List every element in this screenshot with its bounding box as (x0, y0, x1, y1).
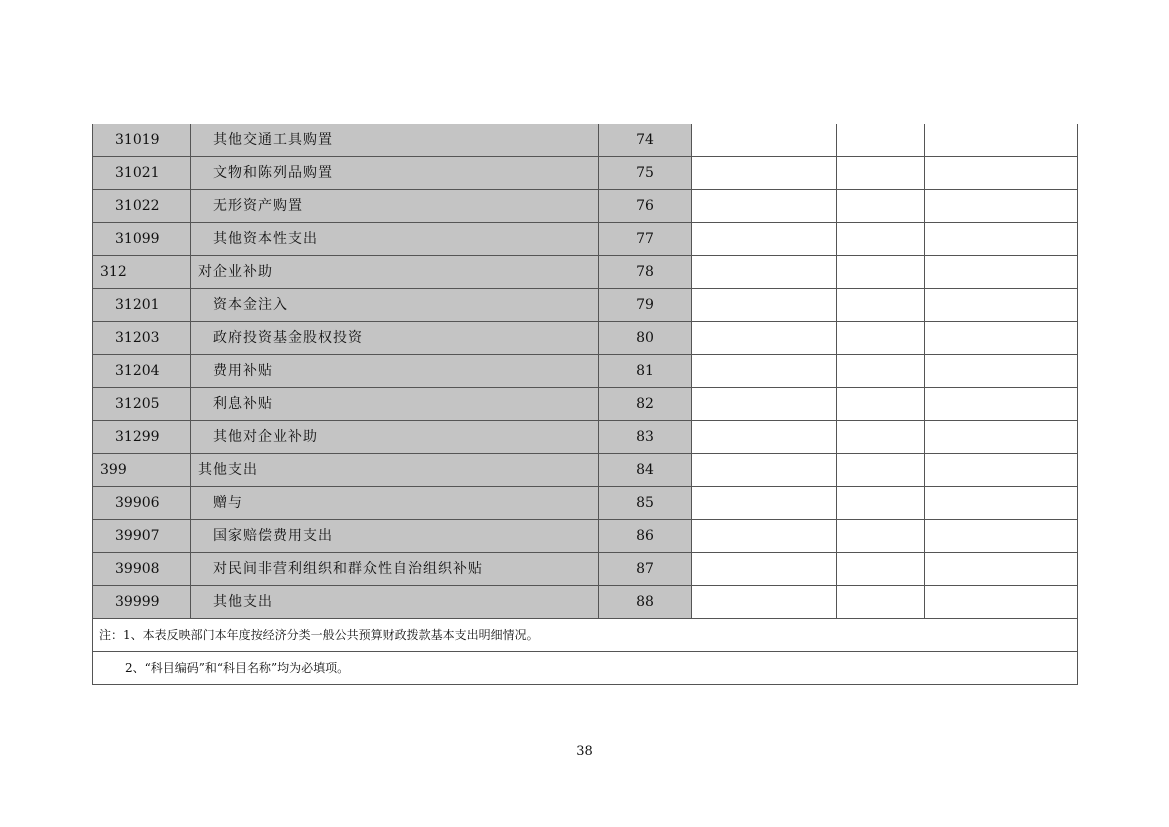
line-number-cell: 86 (599, 520, 692, 553)
amount-cell-personnel (837, 190, 925, 223)
table-row (93, 388, 1078, 421)
amount-cell-total (692, 289, 837, 322)
account-code-cell: 31201 (93, 289, 191, 322)
amount-cell-public (925, 454, 1078, 487)
amount-cell-total (692, 388, 837, 421)
table-body (93, 124, 1078, 685)
amount-cell-total (692, 157, 837, 190)
note-row-2 (93, 652, 1078, 685)
amount-cell-public (925, 520, 1078, 553)
table-row (93, 322, 1078, 355)
account-name-cell: 政府投资基金股权投资 (191, 322, 599, 355)
amount-cell-total (692, 421, 837, 454)
expenditure-detail-table (92, 124, 1078, 685)
table-row (93, 553, 1078, 586)
amount-cell-personnel (837, 520, 925, 553)
account-name-cell: 利息补贴 (191, 388, 599, 421)
page-number: 38 (576, 744, 593, 759)
line-number-cell: 80 (599, 322, 692, 355)
note-text-2: 2、“科目编码”和“科目名称”均为必填项。 (93, 652, 1078, 685)
line-number-cell: 79 (599, 289, 692, 322)
amount-cell-public (925, 355, 1078, 388)
amount-cell-personnel (837, 223, 925, 256)
line-number-cell: 84 (599, 454, 692, 487)
account-code-cell: 39908 (93, 553, 191, 586)
amount-cell-personnel (837, 256, 925, 289)
amount-cell-total (692, 124, 837, 157)
note-row-1 (93, 619, 1078, 652)
amount-cell-total (692, 322, 837, 355)
table-row (93, 124, 1078, 157)
amount-cell-public (925, 256, 1078, 289)
account-code-cell: 31099 (93, 223, 191, 256)
line-number-cell: 78 (599, 256, 692, 289)
amount-cell-personnel (837, 421, 925, 454)
amount-cell-total (692, 553, 837, 586)
table-row (93, 421, 1078, 454)
account-code-cell: 31204 (93, 355, 191, 388)
line-number-cell: 81 (599, 355, 692, 388)
account-code-cell: 31022 (93, 190, 191, 223)
account-code-cell: 31299 (93, 421, 191, 454)
account-name-cell: 费用补贴 (191, 355, 599, 388)
account-code-cell: 39906 (93, 487, 191, 520)
amount-cell-public (925, 124, 1078, 157)
amount-cell-personnel (837, 553, 925, 586)
account-name-cell: 其他交通工具购置 (191, 124, 599, 157)
amount-cell-public (925, 388, 1078, 421)
amount-cell-total (692, 487, 837, 520)
amount-cell-public (925, 421, 1078, 454)
amount-cell-personnel (837, 388, 925, 421)
amount-cell-total (692, 223, 837, 256)
account-name-cell: 对民间非营利组织和群众性自治组织补贴 (191, 553, 599, 586)
account-name-cell: 文物和陈列品购置 (191, 157, 599, 190)
account-code-cell: 399 (93, 454, 191, 487)
table-row (93, 190, 1078, 223)
amount-cell-public (925, 586, 1078, 619)
amount-cell-total (692, 355, 837, 388)
line-number-cell: 76 (599, 190, 692, 223)
line-number-cell: 87 (599, 553, 692, 586)
amount-cell-personnel (837, 355, 925, 388)
amount-cell-public (925, 223, 1078, 256)
account-name-cell: 国家赔偿费用支出 (191, 520, 599, 553)
account-name-cell: 其他支出 (191, 586, 599, 619)
line-number-cell: 83 (599, 421, 692, 454)
account-name-cell: 无形资产购置 (191, 190, 599, 223)
table-row (93, 487, 1078, 520)
amount-cell-public (925, 487, 1078, 520)
account-code-cell: 31021 (93, 157, 191, 190)
table-row (93, 223, 1078, 256)
account-code-cell: 39907 (93, 520, 191, 553)
table-row (93, 289, 1078, 322)
table-row (93, 454, 1078, 487)
account-name-cell: 资本金注入 (191, 289, 599, 322)
amount-cell-total (692, 256, 837, 289)
line-number-cell: 82 (599, 388, 692, 421)
account-code-cell: 31205 (93, 388, 191, 421)
line-number-cell: 74 (599, 124, 692, 157)
account-name-cell: 其他资本性支出 (191, 223, 599, 256)
amount-cell-personnel (837, 586, 925, 619)
amount-cell-personnel (837, 289, 925, 322)
account-name-cell: 对企业补助 (191, 256, 599, 289)
table-row (93, 157, 1078, 190)
table-row (93, 586, 1078, 619)
line-number-cell: 85 (599, 487, 692, 520)
account-code-cell: 31203 (93, 322, 191, 355)
table-row (93, 256, 1078, 289)
amount-cell-total (692, 454, 837, 487)
amount-cell-total (692, 190, 837, 223)
amount-cell-personnel (837, 124, 925, 157)
amount-cell-public (925, 553, 1078, 586)
account-code-cell: 39999 (93, 586, 191, 619)
note-text-1: 注：1、本表反映部门本年度按经济分类一般公共预算财政拨款基本支出明细情况。 (93, 619, 1078, 652)
table-row (93, 520, 1078, 553)
amount-cell-public (925, 190, 1078, 223)
amount-cell-personnel (837, 157, 925, 190)
account-name-cell: 赠与 (191, 487, 599, 520)
amount-cell-total (692, 520, 837, 553)
amount-cell-personnel (837, 487, 925, 520)
amount-cell-total (692, 586, 837, 619)
amount-cell-public (925, 322, 1078, 355)
amount-cell-public (925, 289, 1078, 322)
account-code-cell: 312 (93, 256, 191, 289)
account-code-cell: 31019 (93, 124, 191, 157)
amount-cell-personnel (837, 322, 925, 355)
line-number-cell: 75 (599, 157, 692, 190)
account-name-cell: 其他对企业补助 (191, 421, 599, 454)
account-name-cell: 其他支出 (191, 454, 599, 487)
amount-cell-personnel (837, 454, 925, 487)
table-row (93, 355, 1078, 388)
line-number-cell: 88 (599, 586, 692, 619)
line-number-cell: 77 (599, 223, 692, 256)
amount-cell-public (925, 157, 1078, 190)
